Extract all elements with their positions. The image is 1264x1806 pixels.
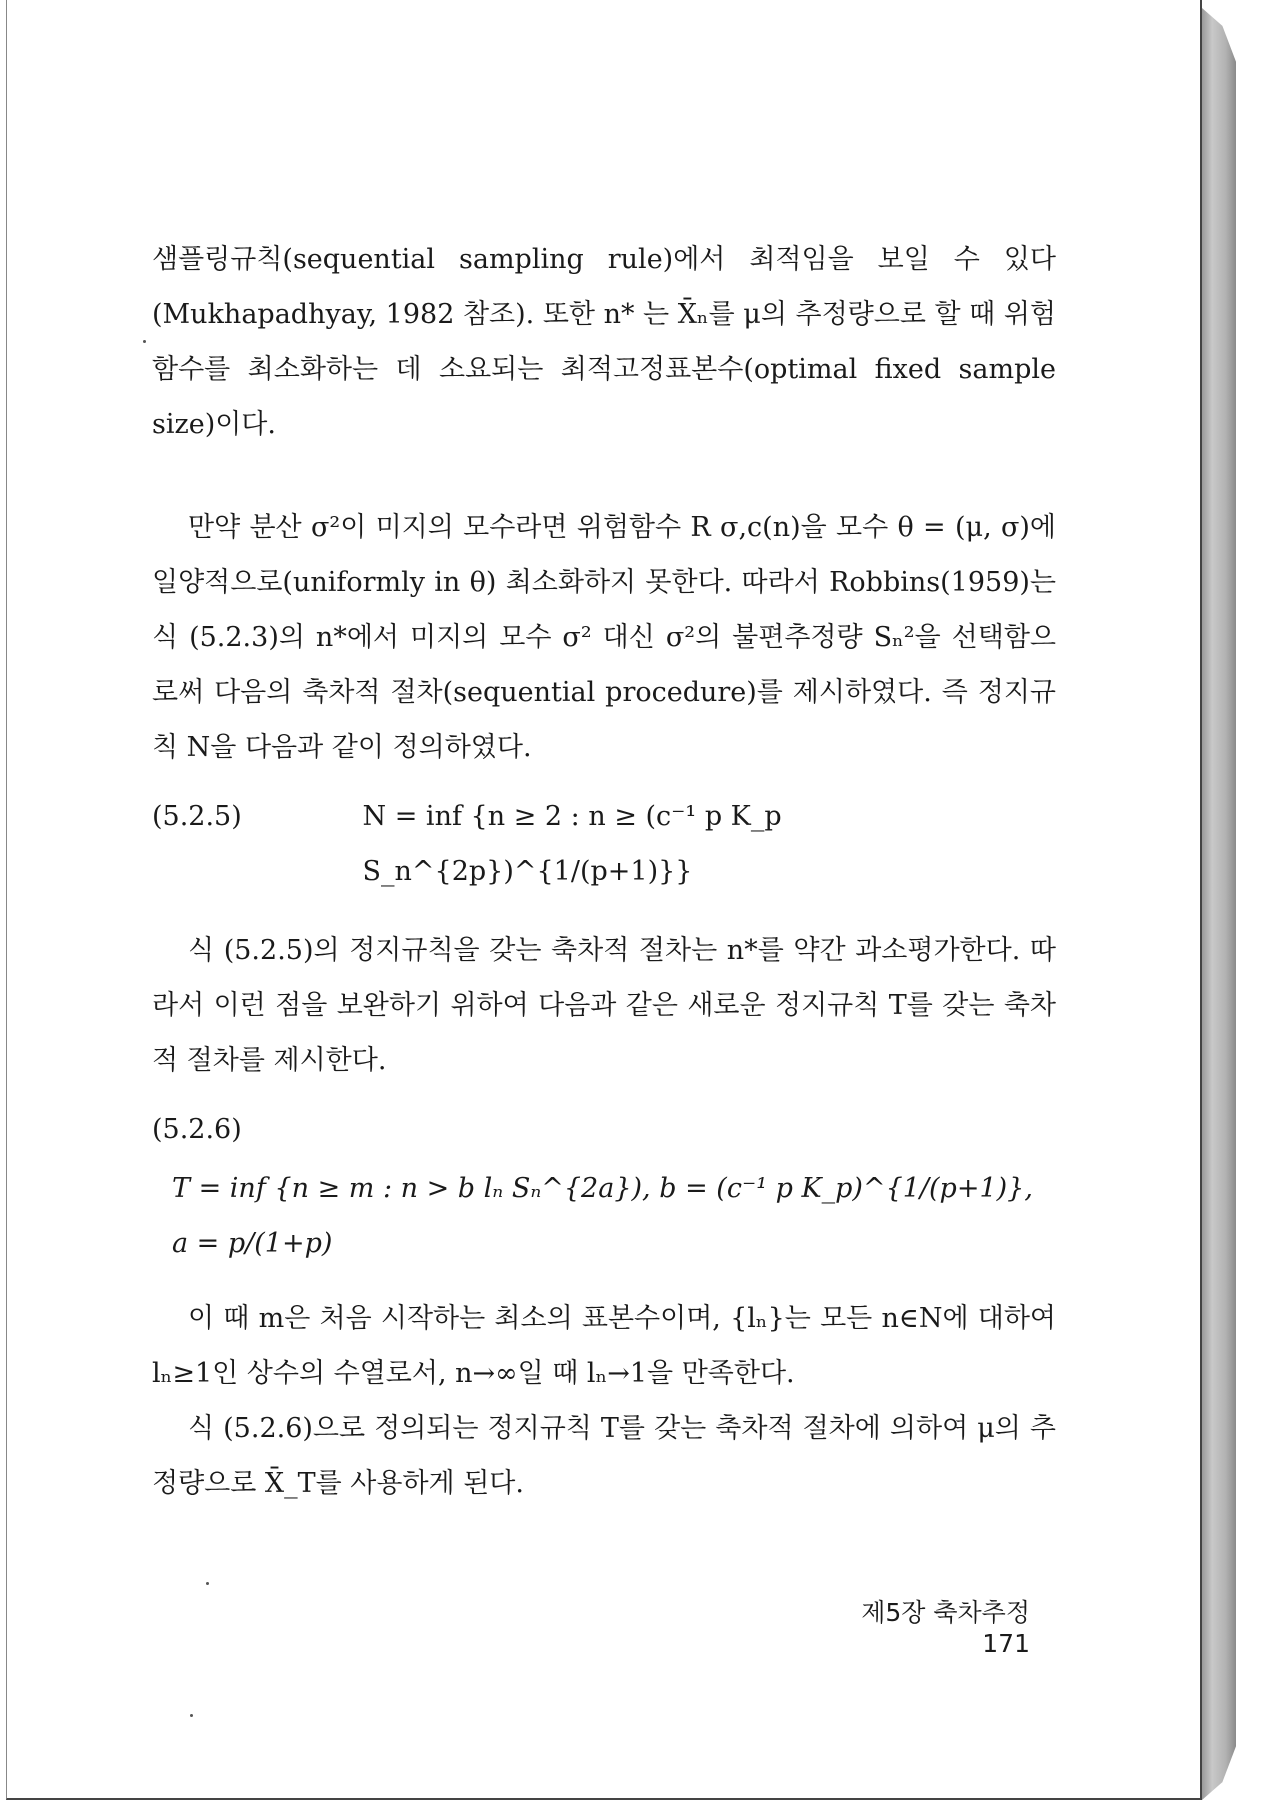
paragraph-5: 식 (5.2.6)으로 정의되는 정지규칙 T를 갖는 축차적 절차에 의하여 μ의 추정량으로 X̄_T를 사용하게 된다. — [152, 1413, 1056, 1499]
chapter-title: 제5장 축차추정 — [861, 1598, 1030, 1627]
equation-5-2-6-label: (5.2.6) — [152, 1114, 242, 1145]
equation-5-2-6-body: T = inf {n ≥ m : n > b lₙ Sₙ^{2a}), b = (c⁻¹ p K_p)^{1/(p+1)}, a = p/(1+p) — [172, 1173, 1033, 1259]
page-number: 171 — [982, 1629, 1030, 1658]
equation-5-2-5 — [152, 789, 1056, 899]
scan-speck — [206, 1582, 209, 1585]
paragraph-2: 만약 분산 σ²이 미지의 모수라면 위험함수 R σ,c(n)을 모수 θ = (μ, σ)에 일양적으로(uniformly in θ) 최소화하지 못한다. 따라서 Robbins(1959)는 식 (5.2.3)의 n*에서 미지의 모수 σ² 대신 σ²의 불편추정량 Sₙ²을 선택함으로써 다음의 축차적 절차(sequential procedure)를 제시하였다. 즉 정지규칙 N을 다음과 같이 정의하였다. — [152, 512, 1056, 763]
scan-speck — [143, 340, 146, 343]
paragraph-3: 식 (5.2.5)의 정지규칙을 갖는 축차적 절차는 n*를 약간 과소평가한다. 따라서 이런 점을 보완하기 위하여 다음과 같은 새로운 정지규칙 T를 갖는 축차적 절차를 제시한다. — [152, 935, 1056, 1076]
equation-5-2-6-label-row — [152, 1102, 1056, 1157]
page-body — [152, 232, 1056, 1511]
equation-5-2-5-label: (5.2.5) — [152, 801, 242, 832]
running-footer — [800, 1593, 1030, 1658]
paragraph-1: 샘플링규칙(sequential sampling rule)에서 최적임을 보일 수 있다 (Mukhapadhyay, 1982 참조). 또한 n* 는 X̄ₙ를 μ의 추정량으로 할 때 위험함수를 최소화하는 데 소요되는 최적고정표본수(optimal fixed sample size)이다. — [152, 244, 1056, 440]
paragraph-gap — [152, 452, 1056, 500]
scan-speck — [190, 1714, 193, 1717]
paragraph-4: 이 때 m은 처음 시작하는 최소의 표본수이며, {lₙ}는 모든 n∈N에 대하여 lₙ≥1인 상수의 수열로서, n→∞일 때 lₙ→1을 만족한다. — [152, 1303, 1056, 1389]
equation-5-2-5-body: N = inf {n ≥ 2 : n ≥ (c⁻¹ p K_p S_n^{2p})^{1/(p+1)}} — [362, 801, 782, 887]
book-spine-edge — [1202, 8, 1236, 1800]
